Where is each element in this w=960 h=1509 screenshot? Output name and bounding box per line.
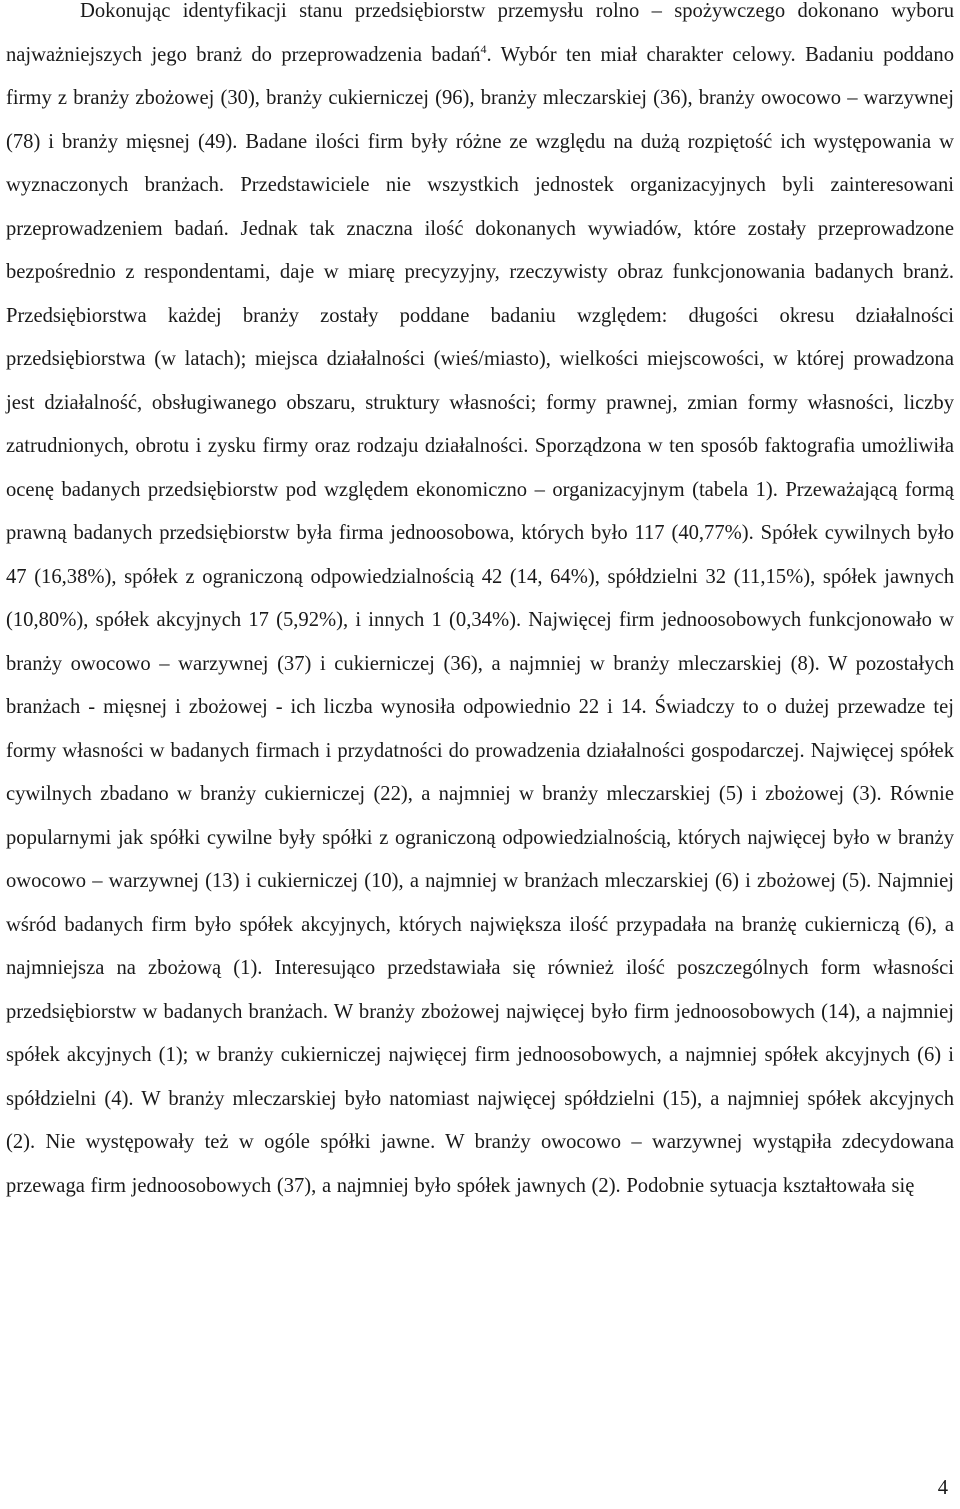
page-number: 4 [937,1477,948,1499]
paragraph-text-part-1: Dokonując identyfikacji stanu przedsiębiorstw przemysłu rolno – spożywczego dokonano wyboru najważniejszych jego branż do przeprowadzenia badań [6,0,954,66]
body-paragraph [6,0,954,1208]
paragraph-text-part-2: . Wybór ten miał charakter celowy. Badaniu poddano firmy z branży zbożowej (30), branży cukierniczej (96), branży mleczarskiej (36), branży owocowo – warzywnej (78) i branży mięsnej (49). Badane ilości firm były różne ze względu na dużą rozpiętość ich występowania w wyznaczonych branżach. Przedstawiciele nie wszystkich jednostek organizacyjnych byli zainteresowani przeprowadzeniem badań. Jednak tak znaczna ilość dokonanych wywiadów, które zostały przeprowadzone bezpośrednio z respondentami, daje w miarę precyzyjny, rzeczywisty obraz funkcjonowania badanych branż. Przedsiębiorstwa każdej branży zostały poddane badaniu względem: długości okresu działalności przedsiębiorstwa (w latach); miejsca działalności (wieś/miasto), wielkości miejscowości, w której prowadzona jest działalność, obsługiwanego obszaru, struktury własności; formy prawnej, zmian formy własności, liczby zatrudnionych, obrotu i zysku firmy oraz rodzaju działalności. Sporządzona w ten sposób faktografia umożliwiła ocenę badanych przedsiębiorstw pod względem ekonomiczno – organizacyjnym (tabela 1). Przeważającą formą prawną badanych przedsiębiorstw była firma jednoosobowa, których było 117 (40,77%). Spółek cywilnych było 47 (16,38%), spółek z ograniczoną odpowiedzialnością 42 (14, 64%), spółdzielni 32 (11,15%), spółek jawnych (10,80%), spółek akcyjnych 17 (5,92%), i innych 1 (0,34%). Najwięcej firm jednoosobowych funkcjonowało w branży owocowo – warzywnej (37) i cukierniczej (36), a najmniej w branży mleczarskiej (8). W pozostałych branżach - mięsnej i zbożowej - ich liczba wynosiła odpowiednio 22 i 14. Świadczy to o dużej przewadze tej formy własności w badanych firmach i przydatności do prowadzenia działalności gospodarczej. Najwięcej spółek cywilnych zbadano w branży cukierniczej (22), a najmniej w branży mleczarskiej (5) i zbożowej (3). Równie popularnymi jak spółki cywilne były spółki z ograniczoną odpowiedzialnością, których najwięcej było w branży owocowo – warzywnej (13) i cukierniczej (10), a najmniej w branżach mleczarskiej (6) i zbożowej (5). Najmniej wśród badanych firm było spółek akcyjnych, których największa ilość przypadała na branżę cukierniczą (6), a najmniejsza na zbożową (1). Interesująco przedstawiała się również ilość poszczególnych form własności przedsiębiorstw w badanych branżach. W branży zbożowej najwięcej było firm jednoosobowych (14), a najmniej spółek akcyjnych (1); w branży cukierniczej najwięcej firm jednoosobowych, a najmniej spółek akcyjnych (6) i spółdzielni (4). W branży mleczarskiej było natomiast najwięcej spółdzielni (15), a najmniej spółek akcyjnych (2). Nie występowały też w ogóle spółki jawne. W branży owocowo – warzywnej wystąpiła zdecydowana przewaga firm jednoosobowych (37), a najmniej było spółek jawnych (2). Podobnie sytuacja kształtowała się [6,43,954,1197]
footnote-marker[interactable]: 4 [480,41,487,56]
